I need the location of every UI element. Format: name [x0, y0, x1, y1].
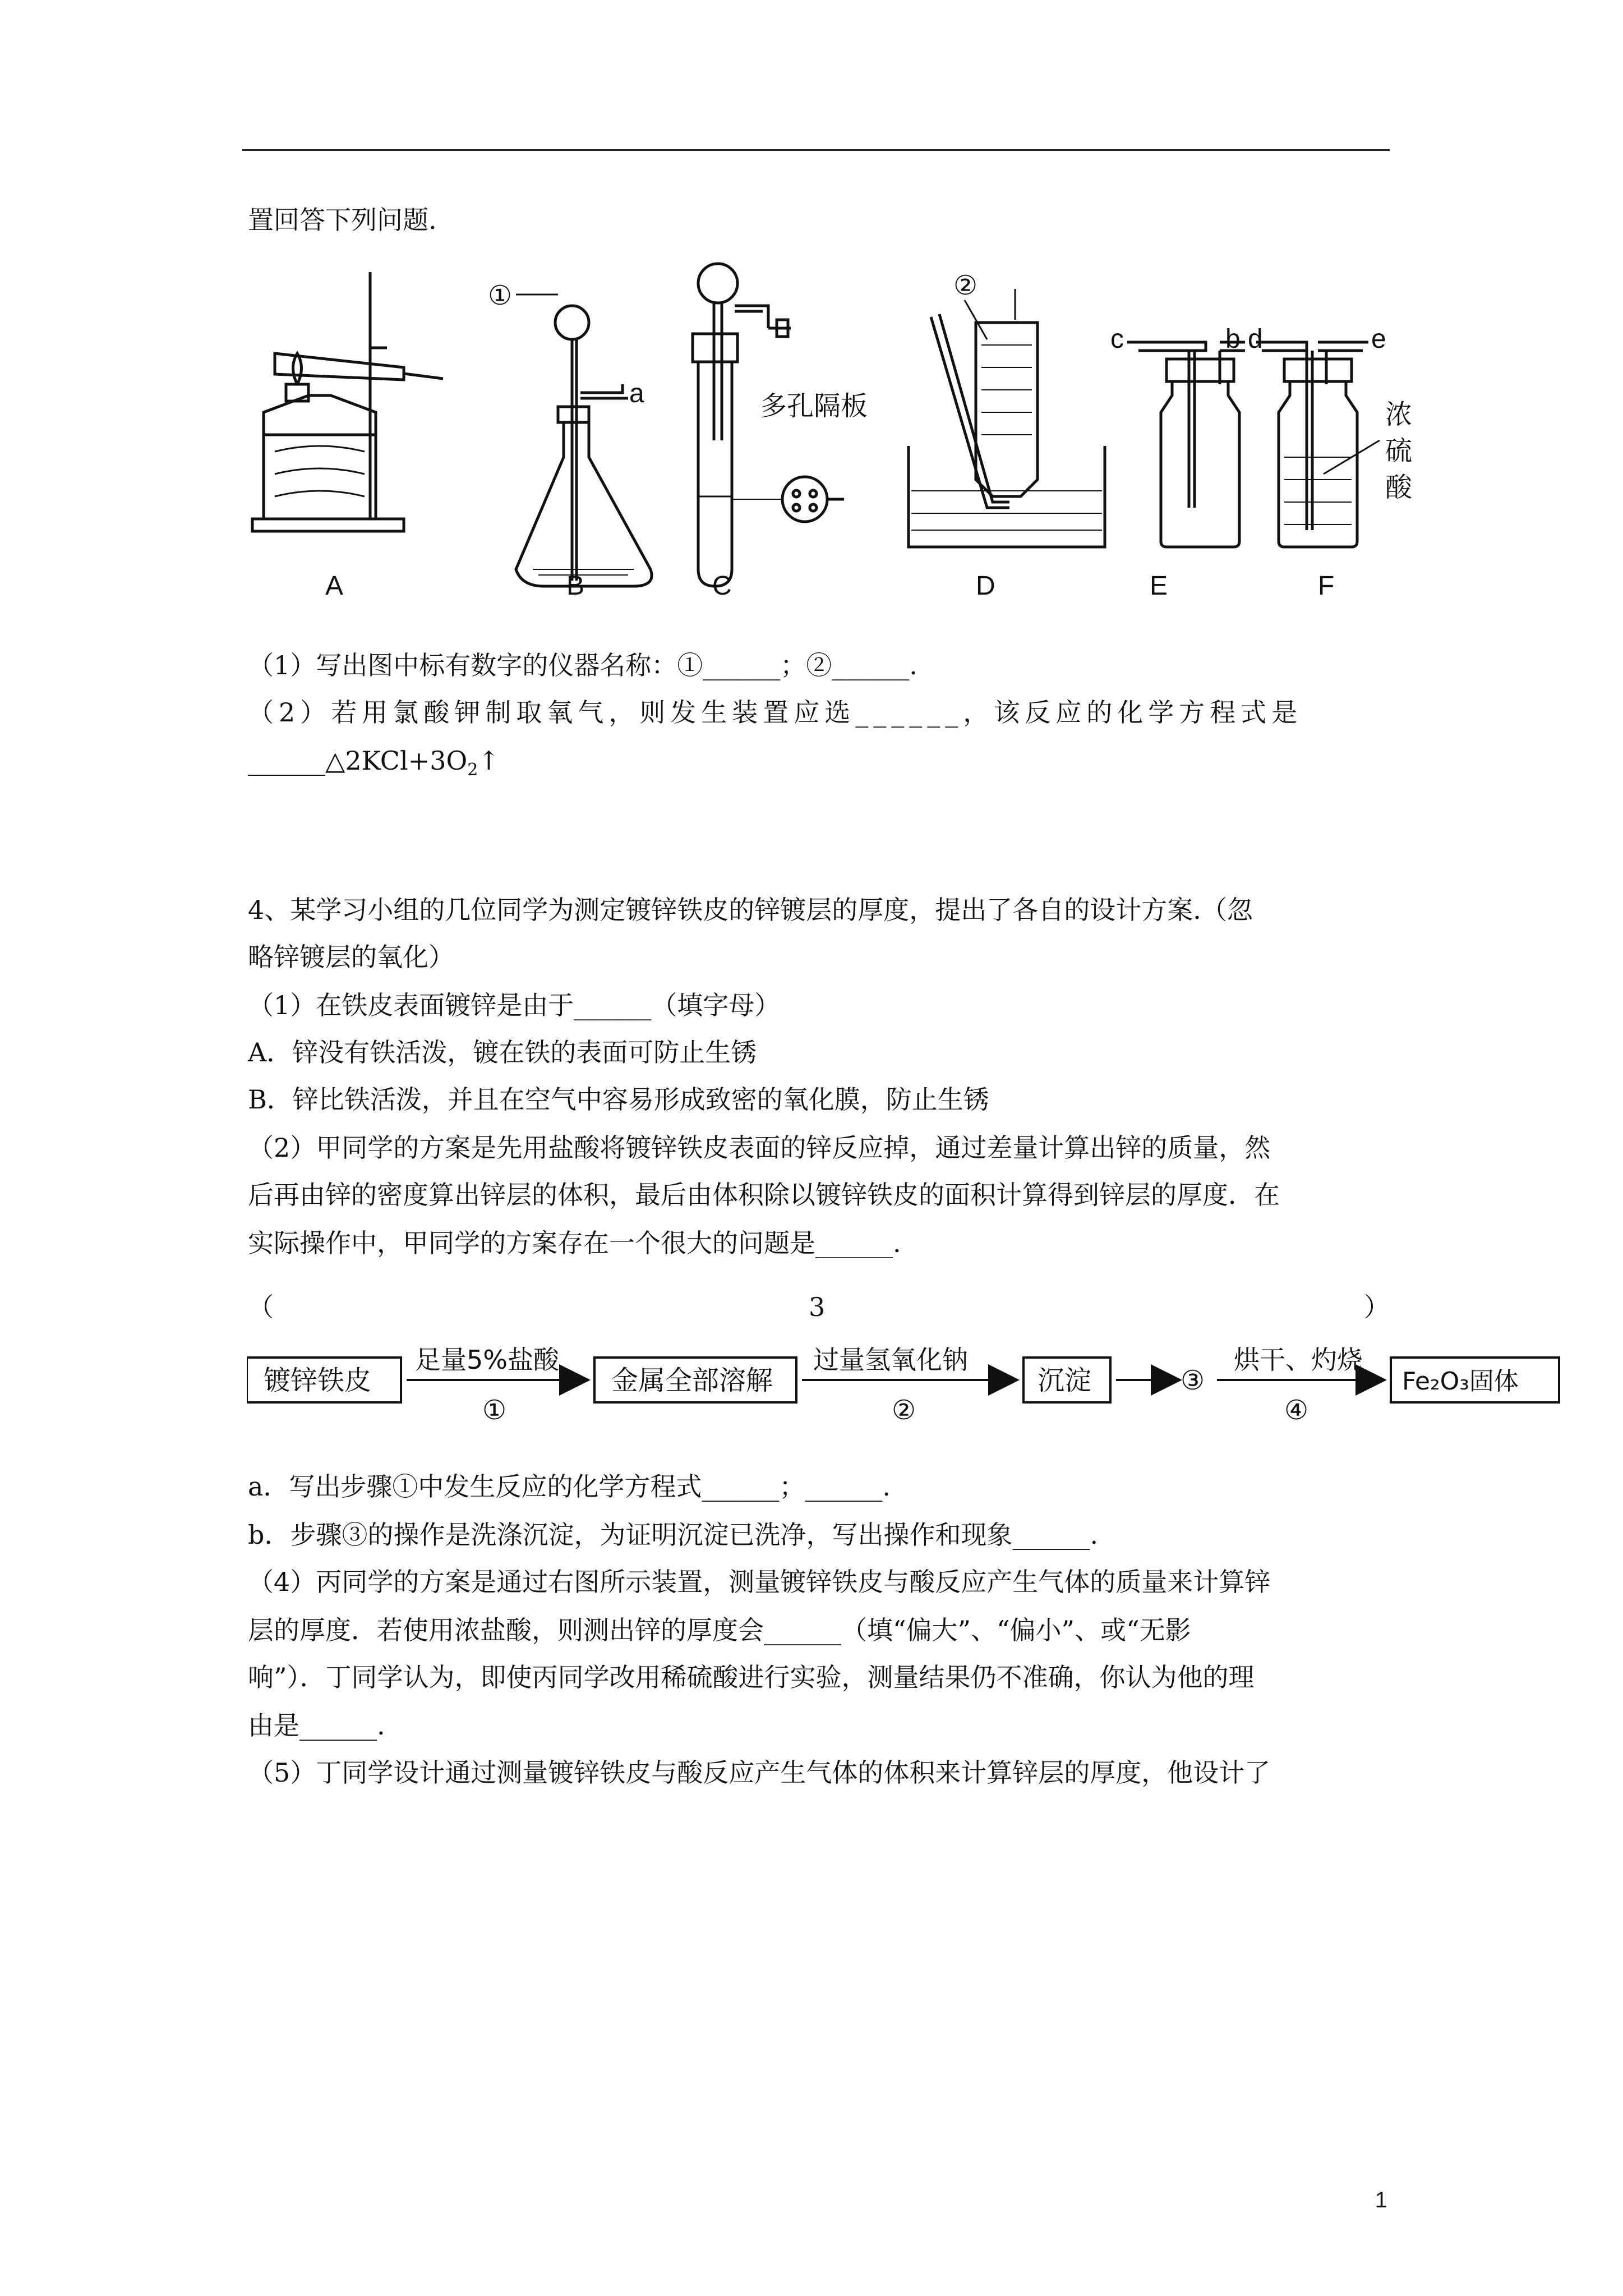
label-acid-3: 酸 — [1385, 472, 1413, 503]
fig-label-A: A — [325, 571, 344, 601]
process-flowchart — [247, 1335, 1570, 1425]
header-rule — [242, 149, 1390, 151]
flow-step2-num: ② — [892, 1395, 916, 1425]
part3-paren-right: ） — [1364, 1292, 1390, 1322]
label-porous-plate: 多孔隔板 — [760, 390, 868, 422]
label-e: e — [1371, 324, 1386, 354]
q4-option-a: A．锌没有铁活泼，镀在铁的表面可防止生锈 — [248, 1037, 757, 1068]
flow-step1-reagent: 足量5%盐酸 — [415, 1345, 559, 1375]
q3-part2b — [248, 744, 500, 787]
label-a: a — [629, 379, 644, 408]
q4-part2-line3: 实际操作中，甲同学的方案存在一个很大的问题是______. — [248, 1228, 901, 1258]
flow-step4-num: ④ — [1284, 1395, 1309, 1425]
gas-bottle-e — [1161, 381, 1239, 547]
q4-part4-line3: 响”）．丁同学认为，即使丙同学改用稀硫酸进行实验，测量结果仍不准确，你认为他的理 — [248, 1662, 1255, 1692]
part3-number: 3 — [809, 1292, 826, 1322]
q4-part2-line2: 后再由锌的密度算出锌层的体积，最后由体积除以镀锌铁皮的面积计算得到锌层的厚度．在 — [248, 1180, 1280, 1210]
gas-bottle-f — [1279, 381, 1357, 547]
apparatus-figure — [241, 255, 1419, 609]
q4-part1: （1）在铁皮表面镀锌是由于______（填字母） — [248, 990, 781, 1020]
page-number: 1 — [1375, 2188, 1387, 2212]
stand-base — [252, 519, 404, 531]
q3-part2a-text: （2）若用氯酸钾制取氧气，则发生装置应选______，该反应的化学方程式是 — [248, 697, 1303, 728]
flow-step3-num: ③ — [1181, 1365, 1205, 1396]
fig-label-B: B — [566, 571, 585, 601]
q3-part2a — [248, 696, 1390, 729]
flow-step1-num: ① — [482, 1395, 507, 1425]
fig-label-D: D — [976, 571, 995, 601]
q4-part4-line2: 层的厚度．若使用浓盐酸，则测出锌的厚度会______（填“偏大”、“偏小”、或“无影 — [248, 1615, 1191, 1645]
q4-option-b: B．锌比铁活泼，并且在空气中容易形成致密的氧化膜，防止生锈 — [248, 1084, 989, 1115]
label-circle2: ② — [953, 271, 978, 301]
flow-box1-label: 镀锌铁皮 — [264, 1365, 372, 1396]
flow-box4-label: Fe₂O₃固体 — [1402, 1367, 1519, 1396]
q4-part2-line1: （2）甲同学的方案是先用盐酸将镀锌铁皮表面的锌反应掉，通过差量计算出锌的质量，然 — [248, 1133, 1271, 1163]
q4-title-line2: 略锌镀层的氧化） — [248, 942, 454, 972]
q4-sub-b: b．步骤③的操作是洗涤沉淀，为证明沉淀已洗净，写出操作和现象______. — [248, 1520, 1099, 1550]
flow-box2-label: 金属全部溶解 — [611, 1365, 773, 1396]
q4-part4-line4: 由是______. — [248, 1710, 385, 1741]
q4-part4-line1: （4）丙同学的方案是通过右图所示装置，测量镀锌铁皮与酸反应产生气体的质量来计算锌 — [248, 1567, 1271, 1597]
conical-flask — [516, 422, 652, 586]
fig-label-E: E — [1150, 571, 1168, 601]
q4-title-line1: 4、某学习小组的几位同学为测定镀锌铁皮的锌镀层的厚度，提出了各自的设计方案.（忽 — [248, 895, 1253, 925]
label-c: c — [1110, 324, 1124, 354]
flow-step4-op: 烘干、灼烧 — [1234, 1345, 1363, 1375]
q4-sub-a: a．写出步骤①中发生反应的化学方程式______；______. — [248, 1471, 891, 1502]
q3-part1: （1）写出图中标有数字的仪器名称：①______；②______. — [248, 650, 917, 680]
label-acid-1: 浓 — [1385, 399, 1413, 430]
label-circle1: ① — [488, 281, 513, 311]
intro-text: 置回答下列问题. — [248, 205, 437, 235]
fig-label-F: F — [1318, 571, 1335, 601]
gas-arrow: ↑ — [478, 746, 500, 776]
flow-step2-reagent: 过量氢氧化钠 — [813, 1345, 968, 1375]
label-acid-2: 硫 — [1385, 435, 1413, 467]
fig-label-C: C — [712, 571, 732, 601]
label-bd: b d — [1225, 324, 1263, 354]
part3-paren-left: （ — [248, 1292, 274, 1322]
q3-equation-sub: 2 — [467, 760, 478, 780]
q3-equation: ______△2KCl+3O — [248, 746, 468, 776]
flow-box3-label: 沉淀 — [1038, 1365, 1092, 1396]
q4-part5: （5）丁同学设计通过测量镀锌铁皮与酸反应产生气体的体积来计算锌层的厚度，他设计了 — [248, 1757, 1271, 1788]
